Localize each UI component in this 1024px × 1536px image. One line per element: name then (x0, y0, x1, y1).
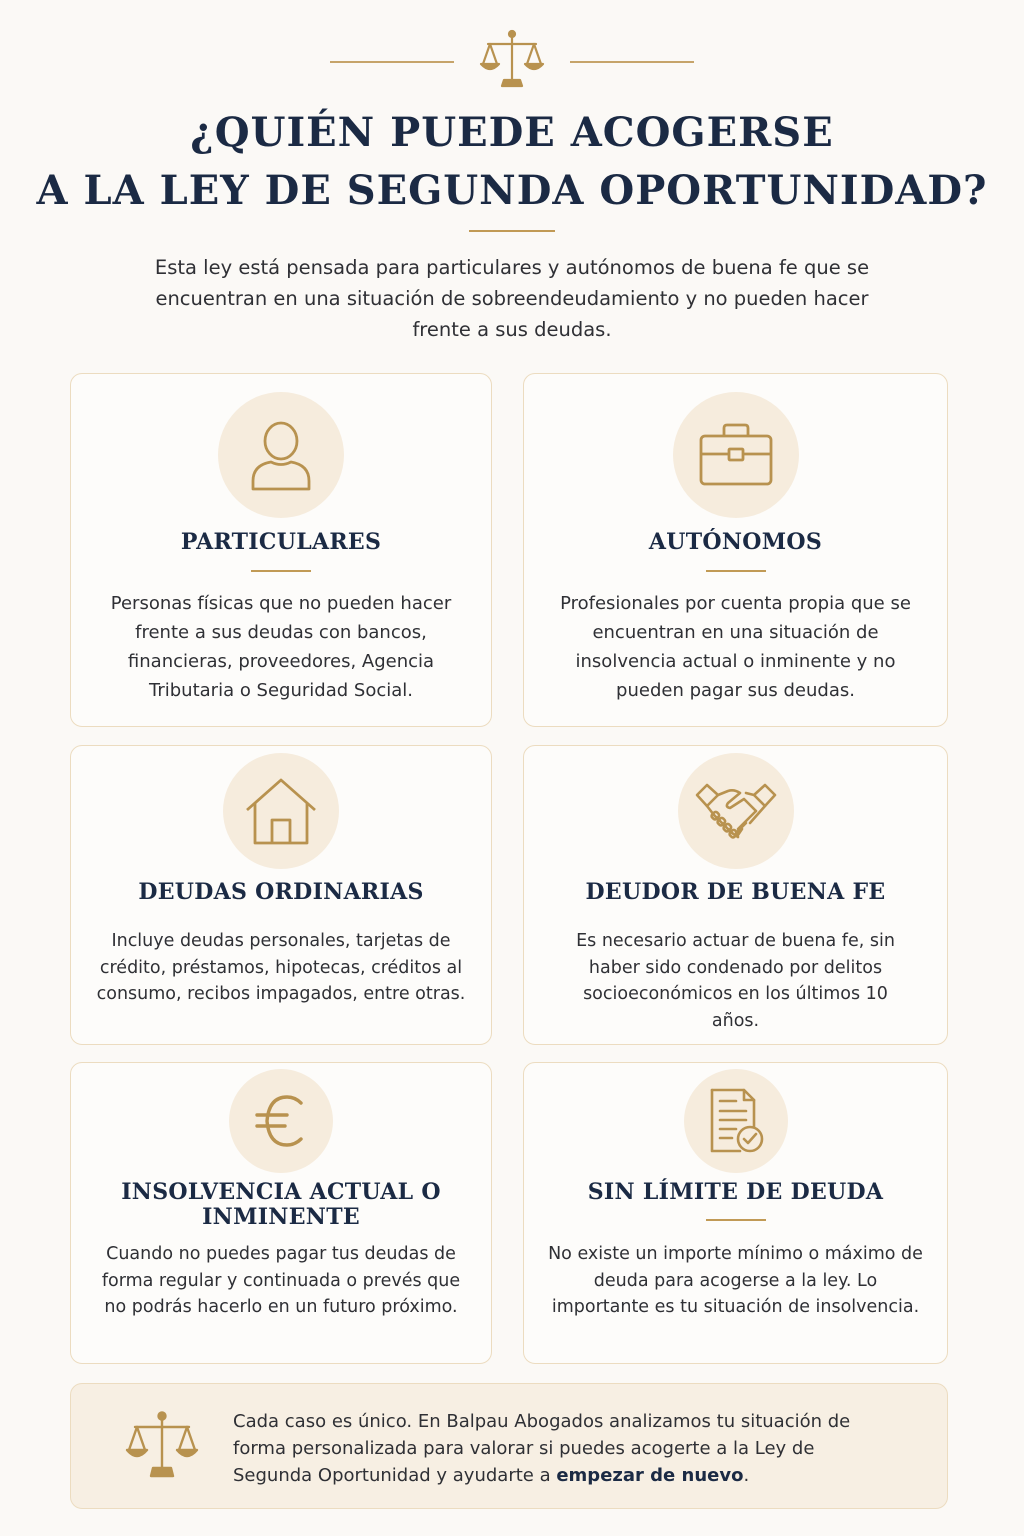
card-title: INSOLVENCIA ACTUAL O INMINENTE (121, 1179, 441, 1230)
top-ornament (0, 28, 1024, 92)
card-autonomos (523, 373, 948, 727)
euro-icon (229, 1069, 333, 1173)
ornament-line-left (330, 61, 454, 63)
briefcase-icon (673, 392, 799, 518)
card-title: SIN LÍMITE DE DEUDA (587, 1179, 884, 1205)
footer-text-end: . (743, 1465, 750, 1486)
handshake-icon (678, 753, 794, 869)
person-icon (218, 392, 344, 518)
card-text: Profesionales por cuenta propia que se encuentran en una situación de insolvencia actual o inminente y no pueden pagar sus deudas. (560, 593, 911, 701)
card-particulares (70, 373, 492, 727)
card-title: AUTÓNOMOS (648, 529, 823, 555)
card-text: Incluye deudas personales, tarjetas de crédito, préstamos, hipotecas, créditos al consumo, recibos impagados, entre otras. (96, 931, 466, 1004)
card-text: No existe un importe mínimo o máximo de deuda para acogerse a la ley. Lo importante es tu situación de insolvencia. (548, 1244, 923, 1317)
card-divider (251, 570, 311, 572)
card-title: DEUDAS ORDINARIAS (138, 879, 424, 905)
title-divider (469, 230, 555, 232)
title-line-1: ¿QUIÉN PUEDE ACOGERSE (190, 109, 834, 156)
card-sin-limite (523, 1062, 948, 1364)
page-title (0, 104, 1024, 220)
card-title: DEUDOR DE BUENA FE (585, 879, 886, 905)
scales-of-justice-icon (125, 1410, 199, 1480)
ornament-line-right (570, 61, 694, 63)
footer-text-emphasis: empezar de nuevo (556, 1465, 744, 1486)
house-icon (223, 753, 339, 869)
card-text: Es necesario actuar de buena fe, sin haber sido condenado por delitos socioeconómicos en los últimos 10 años. (576, 931, 895, 1031)
card-divider (706, 1219, 766, 1221)
card-divider (706, 570, 766, 572)
card-deudor-buena-fe (523, 745, 948, 1045)
scales-of-justice-icon (478, 28, 546, 90)
title-line-2: A LA LEY DE SEGUNDA OPORTUNIDAD? (36, 167, 988, 214)
card-text: Personas físicas que no pueden hacer frente a sus deudas con bancos, financieras, proveedores, Agencia Tributaria o Seguridad Social. (110, 593, 452, 701)
footer-text-main: Cada caso es único. En Balpau Abogados analizamos tu situación de forma personalizada para valorar si puedes acogerte a la Ley de Segunda Oportunidad y ayudarte a (233, 1411, 851, 1486)
document-check-icon (684, 1069, 788, 1173)
card-deudas-ordinarias (70, 745, 492, 1045)
intro-paragraph: Esta ley está pensada para particulares y autónomos de buena fe que se encuentran en una situación de sobreendeudamiento y no pueden hacer frente a sus deudas. (154, 256, 870, 341)
footer-callout (70, 1383, 948, 1509)
card-insolvencia (70, 1062, 492, 1364)
card-title: PARTICULARES (180, 529, 382, 555)
footer-text (233, 1408, 853, 1489)
card-text: Cuando no puedes pagar tus deudas de forma regular y continuada o prevés que no podrás hacerlo en un futuro próximo. (101, 1244, 461, 1317)
